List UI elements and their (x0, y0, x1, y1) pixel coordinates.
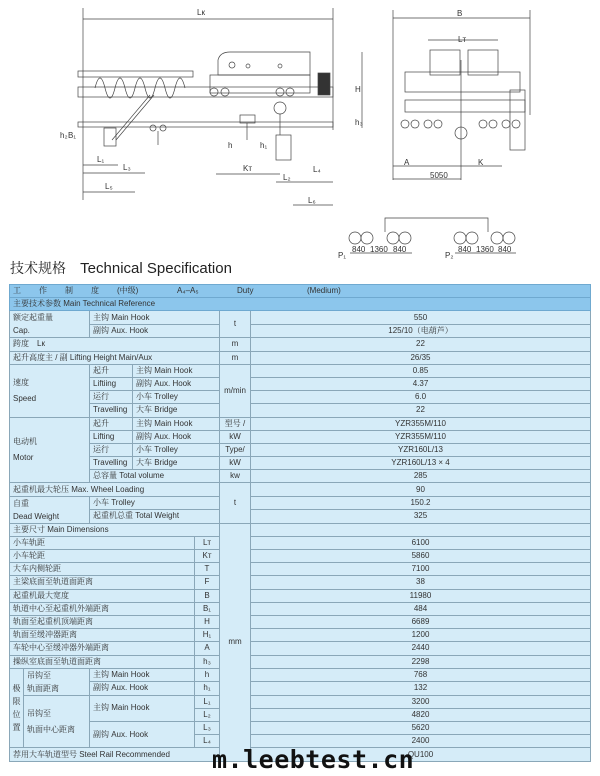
table-row: 起重机最大轮压 Max. Wheel Loading t 90 (10, 483, 591, 496)
table-row: 轨面至起重机顶端距离 H 6689 (10, 615, 591, 628)
svg-text:K: K (478, 158, 484, 167)
svg-text:h₁: h₁ (260, 141, 268, 150)
svg-text:840: 840 (352, 245, 366, 254)
svg-text:1360: 1360 (370, 245, 388, 254)
table-row: 起升高度主 / 副 Lifting Height Main/Aux m 26/35 (10, 351, 591, 364)
table-row: 起重机总重 Total Weight 325 (10, 510, 591, 524)
table-row: 跨度 Lк m 22 (10, 338, 591, 351)
table-row: 大车内侧轮距 T 7100 (10, 563, 591, 576)
wheel-load-labels (338, 245, 512, 260)
table-row: Travelling 大车 Bridge 22 (10, 404, 591, 417)
table-row: 电动机 Motor 起升 主钩 Main Hook 型号 / YZR355M/110 (10, 417, 591, 430)
section-title-cn: 技术规格 (10, 261, 66, 277)
table-row: 速度 Speed 起升 主钩 Main Hook m/min 0.85 (10, 364, 591, 377)
table-row: 起重机最大宽度 B 11980 (10, 589, 591, 602)
table-row: 操纵室底面至轨道面距离 h₃ 2298 (10, 655, 591, 668)
table-row: Liftiing 副钩 Aux. Hook 4.37 (10, 377, 591, 390)
side-view-labels (60, 8, 363, 205)
svg-text:P₂: P₂ (445, 251, 454, 260)
side-view-drawing (78, 8, 362, 205)
svg-text:A: A (404, 158, 410, 167)
table-row: 极 限 位 置 吊钩至 轨面距离 主钩 Main Hook h 768 (10, 668, 591, 682)
main-dimensions-row: 主要尺寸 Main Dimensions mm (10, 523, 591, 536)
svg-text:840: 840 (498, 245, 512, 254)
svg-text:L₅: L₅ (105, 182, 113, 191)
svg-text:H: H (355, 85, 361, 94)
svg-text:840: 840 (393, 245, 407, 254)
svg-text:B: B (457, 9, 463, 18)
table-row: 吊钩至 轨面中心距离 主钩 Main Hook L₁ 3200 (10, 695, 591, 708)
svg-text:Lт: Lт (458, 35, 467, 44)
table-row: Travelling 大车 Bridge kW YZR160L/13 × 4 (10, 457, 591, 470)
table-row: 荐用大车轨道型号 Steel Rail Recommended QU100 (10, 748, 591, 761)
section-title-en: Technical Specification (80, 260, 232, 277)
table-row: 车轮中心至缓冲器外端距离 A 2440 (10, 642, 591, 655)
svg-text:B₁: B₁ (68, 131, 77, 140)
table-row: 小车轨距 Lт 6100 (10, 536, 591, 549)
svg-text:L₃: L₃ (123, 163, 131, 172)
svg-text:Kт: Kт (243, 164, 252, 173)
svg-text:5050: 5050 (430, 171, 448, 180)
table-row: 轨道中心至起重机外端距离 B₁ 484 (10, 602, 591, 615)
svg-text:Lк: Lк (197, 8, 205, 17)
section-title (10, 258, 232, 278)
table-row: 主梁底面至轨道面距离 F 38 (10, 576, 591, 589)
watermark: m.leebtest.cn (212, 745, 415, 774)
table-row: 副钩 Aux. Hook 125/10（电葫芦） (10, 324, 591, 338)
svg-text:h: h (228, 141, 233, 150)
svg-text:L₆: L₆ (308, 196, 316, 205)
table-row: L₂ 4820 (10, 708, 591, 721)
technical-spec-table (9, 284, 591, 762)
crane-drawings (0, 0, 600, 260)
table-row: 运行 小车 Trolley Type/ YZR160L/13 (10, 443, 591, 456)
svg-text:L₂: L₂ (283, 173, 291, 182)
table-row: 副钩 Aux. Hook L₃ 5620 (10, 722, 591, 735)
table-row: 副钩 Aux. Hook h₁ 132 (10, 682, 591, 696)
svg-text:P₁: P₁ (338, 251, 347, 260)
table-row: 运行 小车 Trolley 6.0 (10, 391, 591, 404)
duty-row: 工 作 制 度 (中级) A₄–A₅ Duty (Medium) (10, 285, 591, 298)
svg-text:h₂: h₂ (60, 131, 68, 140)
svg-text:L₁: L₁ (97, 155, 105, 164)
end-view-labels (404, 9, 484, 180)
svg-text:840: 840 (458, 245, 472, 254)
table-row: 额定起重量 Cap. 主钩 Main Hook t 550 (10, 311, 591, 325)
table-row: Lifting 副钩 Aux. Hook kW YZR355M/110 (10, 430, 591, 443)
table-row: 轨面至缓冲器距离 H₁ 1200 (10, 629, 591, 642)
svg-text:L₄: L₄ (313, 165, 321, 174)
main-reference-row: 主要技术参数 Main Technical Reference (10, 298, 591, 311)
table-row: 自重 Dead Weight 小车 Trolley 150.2 (10, 496, 591, 510)
svg-text:h₃: h₃ (355, 118, 363, 127)
table-row: L₄ 2400 (10, 735, 591, 748)
table-row: 小车轮距 Kт 5860 (10, 550, 591, 563)
table-row: 总容量 Total volume kw 285 (10, 470, 591, 483)
svg-text:1360: 1360 (476, 245, 494, 254)
